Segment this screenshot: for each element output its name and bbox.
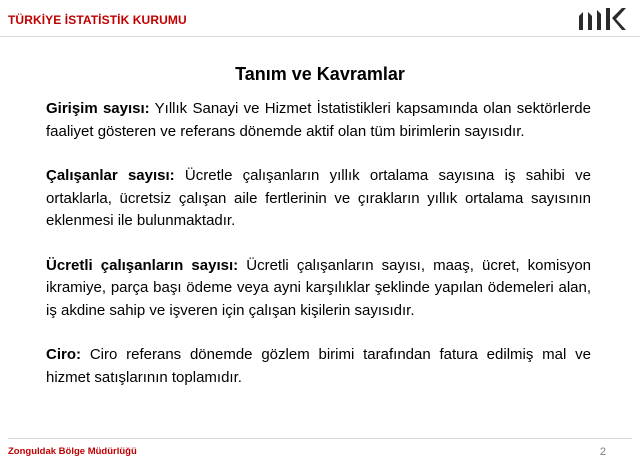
definition-enterprise-count <box>46 98 591 143</box>
definition-term: Ciro: <box>46 346 81 363</box>
definition-term: Çalışanlar sayısı: <box>46 167 175 184</box>
definition-term: Girişim sayısı: <box>46 100 150 117</box>
definitions-list <box>46 98 591 411</box>
header-divider <box>0 36 640 37</box>
definition-term: Ücretli çalışanların sayısı: <box>46 256 239 274</box>
definition-employee-count <box>46 165 591 233</box>
page-number: 2 <box>599 446 606 458</box>
definition-text: Ciro referans dönemde gözlem birimi tarafından fatura edilmiş mal ve hizmet satışlarının toplamıdır. <box>46 346 591 386</box>
slide-title: Tanım ve Kavramlar <box>235 64 405 84</box>
footer-office: Zonguldak Bölge Müdürlüğü <box>8 446 137 457</box>
definition-paid-employee-count <box>46 255 591 323</box>
header-bar <box>0 0 640 44</box>
footer-divider <box>8 438 632 439</box>
org-name: TÜRKİYE İSTATİSTİK KURUMU <box>8 13 187 27</box>
definition-text: Ücretli çalışanların sayısı, maaş, ücret, komisyon ikramiye, parça başı ödeme veya ayni karşılıklar şeklinde yapılan ödemeleri alan, iş akdine sahip ve işveren için çalışan kişilerin sayısıdır. <box>46 256 592 319</box>
definition-text: Ücretle çalışanların yıllık ortalama sayısına iş sahibi ve ortaklarla, ücretsiz çalışan aile fertlerinin ve çırakların yıllık ortalama sayısının eklenmesi ile bulunmaktadır. <box>46 167 591 229</box>
tuik-logo-icon <box>576 6 628 34</box>
definition-text: Yıllık Sanayi ve Hizmet İstatistikleri kapsamında olan sektörlerde faaliyet gösteren ve referans dönemde aktif olan tüm birimlerin sayısıdır. <box>46 100 591 140</box>
definition-turnover <box>46 344 591 389</box>
